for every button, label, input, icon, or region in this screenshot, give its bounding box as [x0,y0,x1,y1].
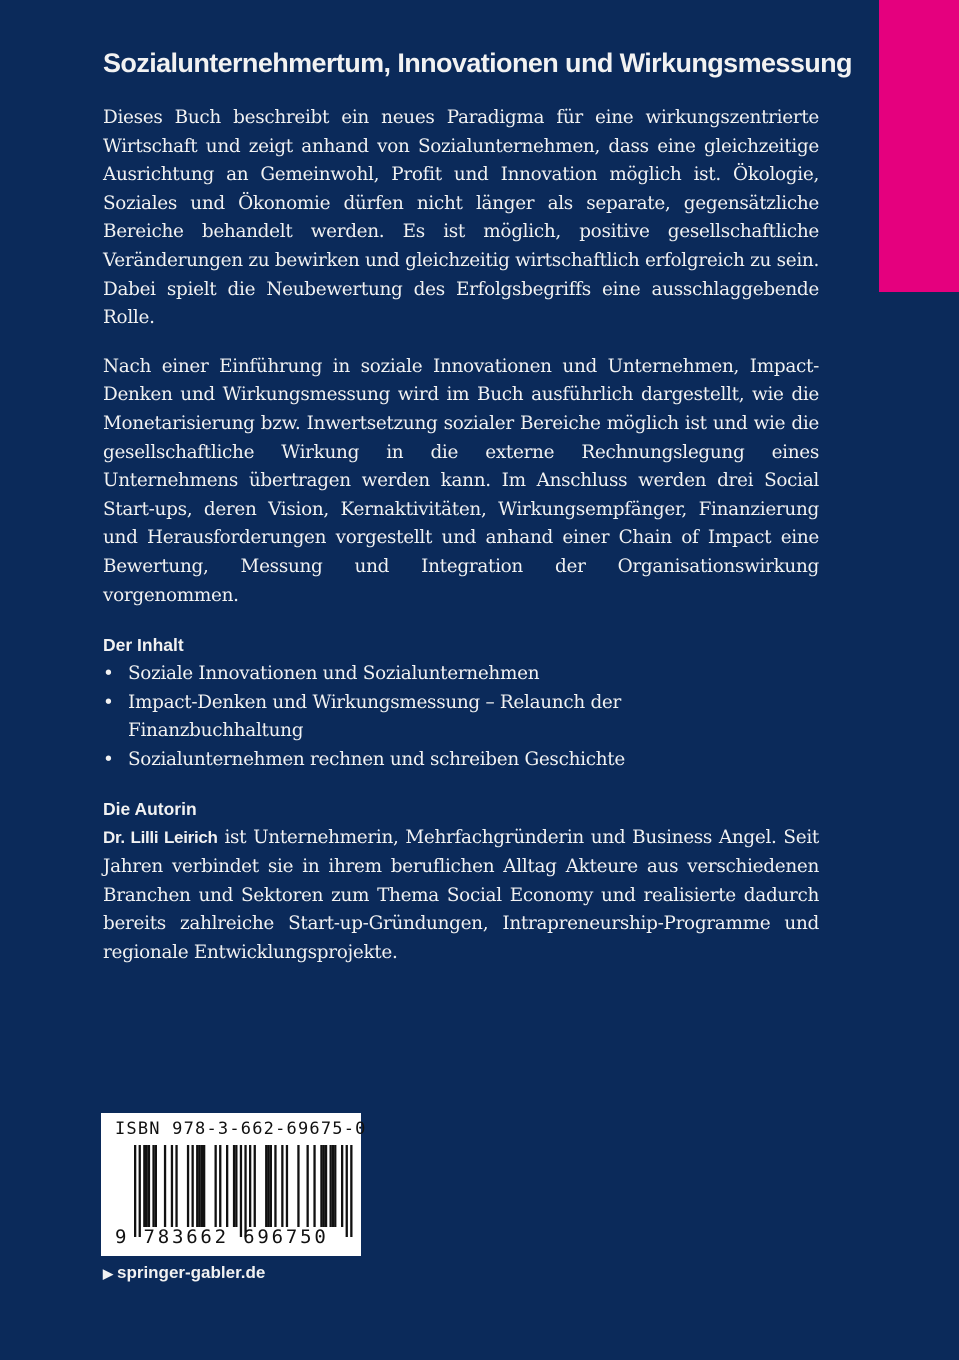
barcode-bar [281,1145,283,1227]
barcode-guard-bar [240,1145,242,1237]
barcode-bar [330,1145,332,1227]
barcode-bar [270,1145,272,1227]
bullet-icon: • [103,663,114,685]
bullet-icon: • [103,748,114,770]
contents-item [103,689,648,746]
isbn-label: ISBN 978-3-662-69675-0 [115,1119,367,1139]
barcode-guard-bar [244,1145,246,1237]
barcode-bar [201,1145,203,1227]
barcode-guard-bar [139,1145,141,1237]
barcode-bar [152,1145,154,1227]
contents-item-text: Soziale Innovationen und Sozialunternehmen [128,663,540,685]
barcode-bar [215,1145,217,1227]
contents-item-text: Impact-Denken und Wirkungsmessung – Relaunch der Finanzbuchhaltung [128,691,621,742]
barcode-bar [325,1145,327,1227]
barcode-bar [198,1145,200,1227]
barcode-bar [226,1145,228,1227]
barcode-bar [148,1145,150,1227]
barcode-bar [334,1145,336,1227]
contents-list [103,660,819,774]
isbn-barcode [101,1113,367,1256]
barcode-bar [320,1145,322,1227]
barcode-bar [332,1145,334,1227]
barcode-bar [323,1145,325,1227]
barcode-bar [146,1145,148,1227]
website-url: springer-gabler.de [117,1263,266,1282]
contents-heading: Der Inhalt [103,635,184,656]
barcode-bar [341,1145,343,1227]
barcode-bar [143,1145,145,1227]
barcode-bar [233,1145,235,1227]
barcode-bar [297,1145,299,1227]
barcode-guard-bar [350,1145,352,1237]
pink-accent-bar [879,0,959,292]
description-paragraph-2: Nach einer Einführung in soziale Innovationen und Unternehmen, Impact-Denken und Wirkungsmessung wird im Buch ausführlich dargestellt, wie die Monetarisierung bzw. Inwertsetzung sozialer Bereiche möglich ist und wie die gesellschaftliche Wirkung in die externe Rechnungslegung eines Unternehmens übertragen werden kann. Im Anschluss werden drei Social Start-ups, deren Vision, Kernaktivitäten, Wirkungsempfänger, Finanzierung und Herausforderungen vorgestellt und anhand einer Chain of Impact eine Bewertung, Messung und Integration der Organisationswirkung vorgenommen. [103,355,819,606]
barcode-guard-bar [134,1145,136,1237]
barcode-bar [155,1145,157,1227]
barcode-bar [164,1145,166,1227]
barcode-bar [274,1145,276,1227]
triangle-arrow-icon: ▶ [103,1266,113,1281]
barcode-bar [203,1145,205,1227]
barcode-bar [235,1145,237,1227]
barcode-bar [192,1145,194,1227]
author-bio [103,824,819,967]
barcode-bar [187,1145,189,1227]
author-name: Dr. Lilli Leirich [103,828,218,848]
contents-item [103,746,648,775]
barcode-bar [249,1145,251,1227]
barcode-bar [196,1145,198,1227]
bullet-icon: • [103,691,114,713]
book-title: Sozialunternehmertum, Innovationen und Wirkungsmessung [103,48,852,78]
barcode-bar [286,1145,288,1227]
barcode-bar [307,1145,309,1227]
barcode-bar [171,1145,173,1227]
author-bio-text: ist Unternehmerin, Mehrfachgründerin und Business Angel. Seit Jahren verbindet sie in ihrem beruflichen Alltag Akteure aus verschiedenen Branchen und Sektoren zum Thema Social Economy und realisierte dadurch bereits zahlreiche Start-up-Gründungen, Intrapreneurship-Programme und regionale Entwicklungsprojekte. [103,827,819,963]
contents-item [103,660,648,689]
description-paragraph-1: Dieses Buch beschreibt ein neues Paradigma für eine wirkungszentrierte Wirtschaft und zeigt anhand von Sozialunternehmen, dass eine gleichzeitige Ausrichtung an Gemeinwohl, Profit und Innovation möglich ist. Ökologie, Soziales und Ökonomie dürfen nicht länger als separate, gegensätzliche Bereiche behandelt werden. Es ist möglich, positive gesellschaftliche Veränderungen zu bewirken und gleichzeitig wirtschaftlich erfolgreich zu sein. Dabei spielt die Neubewertung des Erfolgsbegriffs eine ausschlaggebende Rolle. [103,107,819,329]
contents-item-text: Sozialunternehmen rechnen und schreiben Geschichte [128,748,625,770]
barcode-bar [175,1145,177,1227]
barcode-guard-bar [346,1145,348,1237]
author-heading: Die Autorin [103,799,197,820]
ean-digits: 9 783662 696750 [115,1226,329,1248]
barcode-bar [313,1145,315,1227]
barcode-bar [254,1145,256,1227]
barcode-bar [267,1145,269,1227]
barcode-bar [219,1145,221,1227]
back-cover-text [103,44,852,987]
barcode-bar [265,1145,267,1227]
publisher-website[interactable] [103,1263,265,1283]
